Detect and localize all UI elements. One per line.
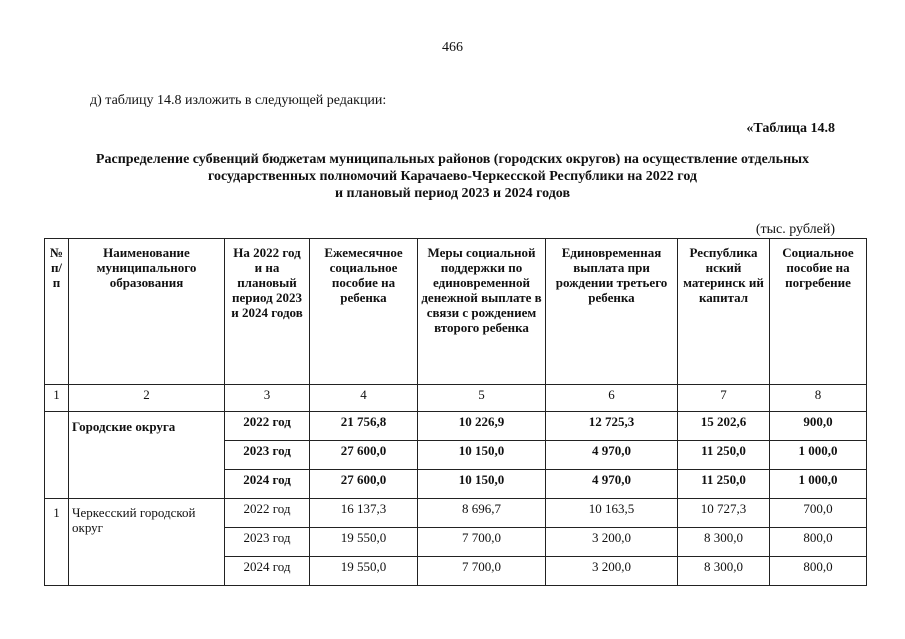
value-cell: 3 200,0 — [546, 528, 678, 557]
municipality-name: Черкесский городской округ — [69, 499, 225, 586]
value-cell: 11 250,0 — [678, 441, 770, 470]
value-cell: 7 700,0 — [418, 528, 546, 557]
value-cell: 3 200,0 — [546, 557, 678, 586]
row-number — [45, 412, 69, 499]
value-cell: 1 000,0 — [770, 441, 867, 470]
value-cell: 19 550,0 — [310, 528, 418, 557]
header-funeral-allowance: Социальное пособие на погребение — [770, 239, 867, 385]
value-cell: 19 550,0 — [310, 557, 418, 586]
column-number: 5 — [418, 385, 546, 412]
value-cell: 7 700,0 — [418, 557, 546, 586]
value-cell: 10 150,0 — [418, 441, 546, 470]
year-cell: 2022 год — [225, 412, 310, 441]
value-cell: 8 300,0 — [678, 557, 770, 586]
column-number: 6 — [546, 385, 678, 412]
municipality-name: Городские округа — [69, 412, 225, 499]
value-cell: 10 727,3 — [678, 499, 770, 528]
column-number: 8 — [770, 385, 867, 412]
table-row — [45, 412, 867, 441]
value-cell: 800,0 — [770, 557, 867, 586]
header-period: На 2022 год и на плановый период 2023 и 2024 годов — [225, 239, 310, 385]
value-cell: 8 300,0 — [678, 528, 770, 557]
title-line: Распределение субвенций бюджетам муниципальных районов (городских округов) на осуществление отдельных — [95, 152, 810, 167]
value-cell: 21 756,8 — [310, 412, 418, 441]
column-number: 4 — [310, 385, 418, 412]
value-cell: 11 250,0 — [678, 470, 770, 499]
table-title — [20, 151, 885, 202]
value-cell: 12 725,3 — [546, 412, 678, 441]
header-name: Наименование муниципального образования — [69, 239, 225, 385]
intro-text: д) таблицу 14.8 изложить в следующей редакции: — [90, 93, 387, 108]
header-maternity-capital: Республика нский материнск ий капитал — [678, 239, 770, 385]
value-cell: 27 600,0 — [310, 470, 418, 499]
header-num: № п/ п — [45, 239, 69, 385]
year-cell: 2023 год — [225, 528, 310, 557]
value-cell: 15 202,6 — [678, 412, 770, 441]
value-cell: 16 137,3 — [310, 499, 418, 528]
value-cell: 4 970,0 — [546, 441, 678, 470]
column-number-row — [45, 385, 867, 412]
value-cell: 900,0 — [770, 412, 867, 441]
year-cell: 2024 год — [225, 470, 310, 499]
column-number: 7 — [678, 385, 770, 412]
table-label: «Таблица 14.8 — [746, 121, 835, 136]
value-cell: 800,0 — [770, 528, 867, 557]
header-third-child: Единовременная выплата при рождении третьего ребенка — [546, 239, 678, 385]
header-second-child: Меры социальной поддержки по единовременной денежной выплате в связи с рождением второго ребенка — [418, 239, 546, 385]
value-cell: 27 600,0 — [310, 441, 418, 470]
value-cell: 700,0 — [770, 499, 867, 528]
value-cell: 10 150,0 — [418, 470, 546, 499]
table-row — [45, 499, 867, 528]
year-cell: 2023 год — [225, 441, 310, 470]
value-cell: 8 696,7 — [418, 499, 546, 528]
column-number: 1 — [45, 385, 69, 412]
header-monthly-allowance: Ежемесячное социальное пособие на ребенка — [310, 239, 418, 385]
value-cell: 1 000,0 — [770, 470, 867, 499]
year-cell: 2022 год — [225, 499, 310, 528]
value-cell: 10 226,9 — [418, 412, 546, 441]
units-label: (тыс. рублей) — [755, 222, 835, 237]
value-cell: 10 163,5 — [546, 499, 678, 528]
page-number: 466 — [442, 40, 463, 55]
title-line: и плановый период 2023 и 2024 годов — [334, 186, 571, 201]
subsidy-table — [44, 238, 867, 586]
title-line: государственных полномочий Карачаево-Черкесской Республики на 2022 год — [208, 169, 697, 184]
header-row — [45, 239, 867, 385]
value-cell: 4 970,0 — [546, 470, 678, 499]
year-cell: 2024 год — [225, 557, 310, 586]
column-number: 2 — [69, 385, 225, 412]
row-number: 1 — [45, 499, 69, 586]
column-number: 3 — [225, 385, 310, 412]
